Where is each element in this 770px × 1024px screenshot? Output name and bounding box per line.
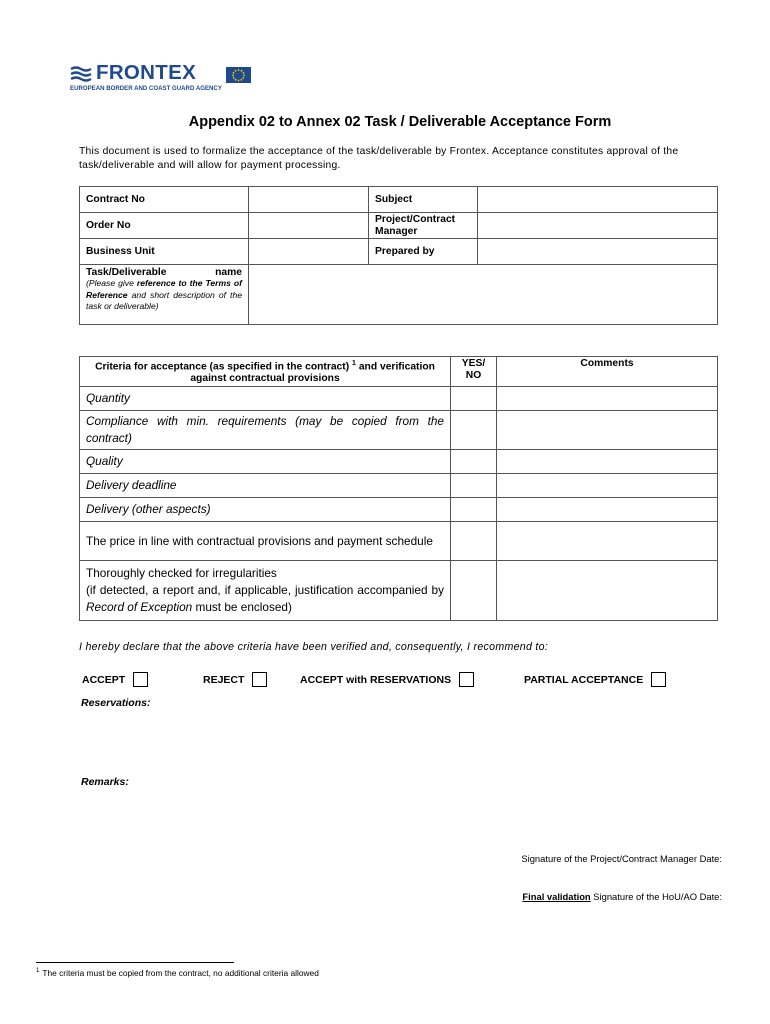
footnote-ref: 1 [352,360,356,367]
comment-cell-price[interactable] [497,522,718,561]
irregularities-text-4: must be enclosed) [195,600,292,615]
partial-acceptance-label: PARTIAL ACCEPTANCE [524,673,644,686]
page-title: Appendix 02 to Annex 02 Task / Deliverable Acceptance Form [188,114,612,130]
contract-no-label: Contract No [80,187,249,213]
prepared-by-label: Prepared by [369,239,478,265]
criteria-delivery-deadline: Delivery deadline [80,474,451,498]
accept-reservations-label: ACCEPT with RESERVATIONS [300,673,452,686]
hou-signature-text: Signature of the HoU/AO Date: [593,891,722,902]
task-label-a: Task/Deliverable [86,267,167,278]
yesno-header-2: NO [465,370,482,381]
comment-cell-delivery-other[interactable] [497,498,718,522]
footnote [36,968,319,978]
comment-cell-quantity[interactable] [497,387,718,411]
criteria-price: The price in line with contractual provisions and payment schedule [80,522,451,561]
footnote-text: The criteria must be copied from the contract, no additional criteria allowed [42,968,319,978]
partial-acceptance-option [524,672,666,687]
irregularities-text-3: Record of Exception [86,600,193,615]
reject-checkbox[interactable] [252,672,267,687]
task-note-2: reference to the Terms of Reference [86,278,242,300]
logo-text: FRONTEX [96,61,197,84]
accept-reservations-checkbox[interactable] [459,672,474,687]
comment-cell-quality[interactable] [497,450,718,474]
reject-option [203,672,267,687]
manager-signature-line: Signature of the Project/Contract Manager Date: [521,853,722,864]
order-no-field[interactable] [249,213,369,239]
criteria-header [80,357,451,387]
remarks-label: Remarks: [81,776,129,788]
business-unit-label: Business Unit [80,239,249,265]
intro-text: This document is used to formalize the acceptance of the task/deliverable by Frontex. Acceptance constitutes approval of the task/deliverable and will allow for payment processing. [79,146,679,171]
footnote-divider [36,962,234,963]
partial-acceptance-checkbox[interactable] [651,672,666,687]
frontex-logo [70,61,260,98]
contract-no-field[interactable] [249,187,369,213]
frontex-waves-icon [70,66,92,82]
reject-label: REJECT [203,673,245,686]
irregularities-text-2: (if detected, a report and, if applicable, justification accompanied by [86,583,444,598]
comment-cell-compliance[interactable] [497,411,718,450]
reservations-label: Reservations: [81,697,151,709]
accept-label: ACCEPT [82,673,126,686]
accept-option [82,672,148,687]
info-table [79,186,718,325]
criteria-irregularities [80,561,451,621]
business-unit-field[interactable] [249,239,369,265]
task-note-3: and short description of the task or deliverable) [86,289,243,311]
accept-checkbox[interactable] [133,672,148,687]
project-manager-label: Project/Contract Manager [369,213,478,239]
prepared-by-field[interactable] [478,239,718,265]
declaration-text: I hereby declare that the above criteria have been verified and, consequently, I recommend to: [79,641,549,653]
order-no-label: Order No [80,213,249,239]
yesno-header [451,357,497,387]
project-manager-field[interactable] [478,213,718,239]
task-deliverable-label [80,265,249,325]
footnote-mark: 1 [36,968,40,975]
subject-label: Subject [369,187,478,213]
criteria-quality: Quality [80,450,451,474]
task-deliverable-field[interactable] [249,265,718,325]
yesno-cell-price[interactable] [451,522,497,561]
criteria-delivery-other: Delivery (other aspects) [80,498,451,522]
criteria-quantity: Quantity [80,387,451,411]
subject-field[interactable] [478,187,718,213]
comments-header: Comments [497,357,718,387]
yesno-cell-quality[interactable] [451,450,497,474]
yesno-header-1: YES/ [461,358,486,369]
yesno-cell-delivery-other[interactable] [451,498,497,522]
yesno-cell-quantity[interactable] [451,387,497,411]
eu-flag-icon [226,67,251,83]
final-validation-label: Final validation [522,891,591,902]
comment-cell-irregularities[interactable] [497,561,718,621]
task-note [86,278,242,313]
yesno-cell-compliance[interactable] [451,411,497,450]
yesno-cell-delivery-deadline[interactable] [451,474,497,498]
final-validation-line [522,891,722,902]
criteria-header-1: Criteria for acceptance (as specified in the contract) [95,361,350,373]
criteria-header-2: and verification against contractual provisions [190,361,435,385]
accept-reservations-option [300,672,474,687]
criteria-compliance: Compliance with min. requirements (may be copied from the contract) [80,411,451,450]
task-note-1: (Please give [86,278,134,288]
yesno-cell-irregularities[interactable] [451,561,497,621]
irregularities-line-2 [86,582,444,616]
criteria-table [79,356,718,621]
comment-cell-delivery-deadline[interactable] [497,474,718,498]
irregularities-line-1: Thoroughly checked for irregularities [86,566,277,581]
logo-subtitle: EUROPEAN BORDER AND COAST GUARD AGENCY [70,85,222,92]
task-label-b: name [215,267,242,278]
